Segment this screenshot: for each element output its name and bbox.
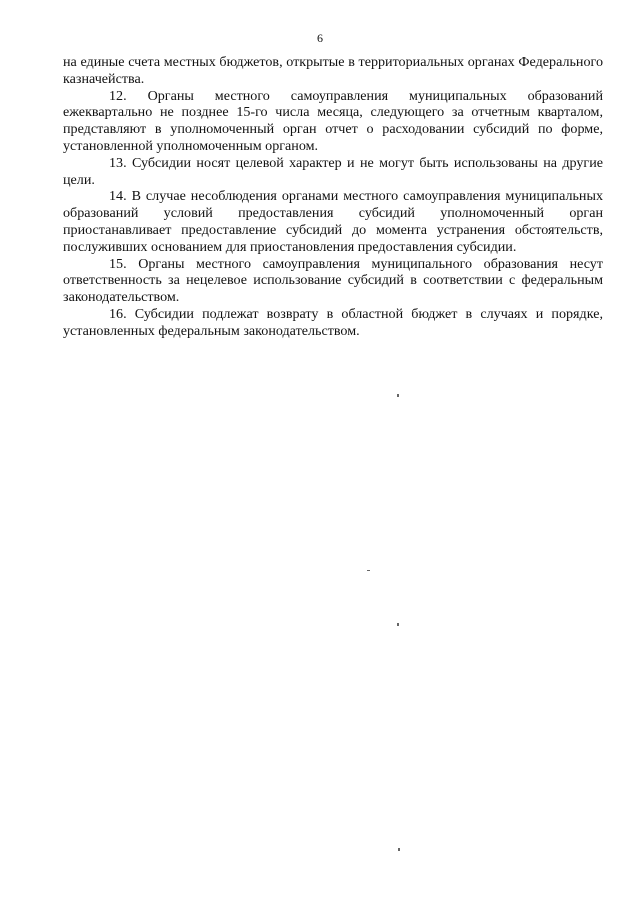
document-body — [63, 54, 603, 340]
paragraph-13: 13. Субсидии носят целевой характер и не могут быть использованы на другие цели. — [63, 154, 603, 188]
paragraph-15: 15. Органы местного самоуправления муниципального образования несут ответственность за нецелевое использование субсидий в соответствии с федеральным законодательством. — [63, 255, 603, 306]
scan-speck — [397, 394, 399, 397]
page-number: 6 — [317, 31, 323, 45]
paragraph-16: 16. Субсидии подлежат возврату в областной бюджет в случаях и порядке, установленных федеральным законодательством. — [63, 305, 603, 339]
scan-speck — [398, 848, 400, 851]
paragraph-14: 14. В случае несоблюдения органами местного самоуправления муниципальных образований условий предоставления субсидий уполномоченный орган приостанавливает предоставление субсидий до момента устранения обстоятельств, послуживших основанием для приостановления предоставления субсидии. — [63, 188, 603, 255]
scan-speck — [397, 623, 399, 626]
paragraph-12: 12. Органы местного самоуправления муниципальных образований ежеквартально не позднее 15-го числа месяца, следующего за отчетным кварталом, представляют в уполномоченный орган отчет о расходовании субсидий по форме, установленной уполномоченным органом. — [63, 87, 603, 154]
scan-speck — [367, 570, 370, 571]
paragraph-continuation: на единые счета местных бюджетов, открытые в территориальных органах Федерального казначейства. — [63, 54, 603, 87]
